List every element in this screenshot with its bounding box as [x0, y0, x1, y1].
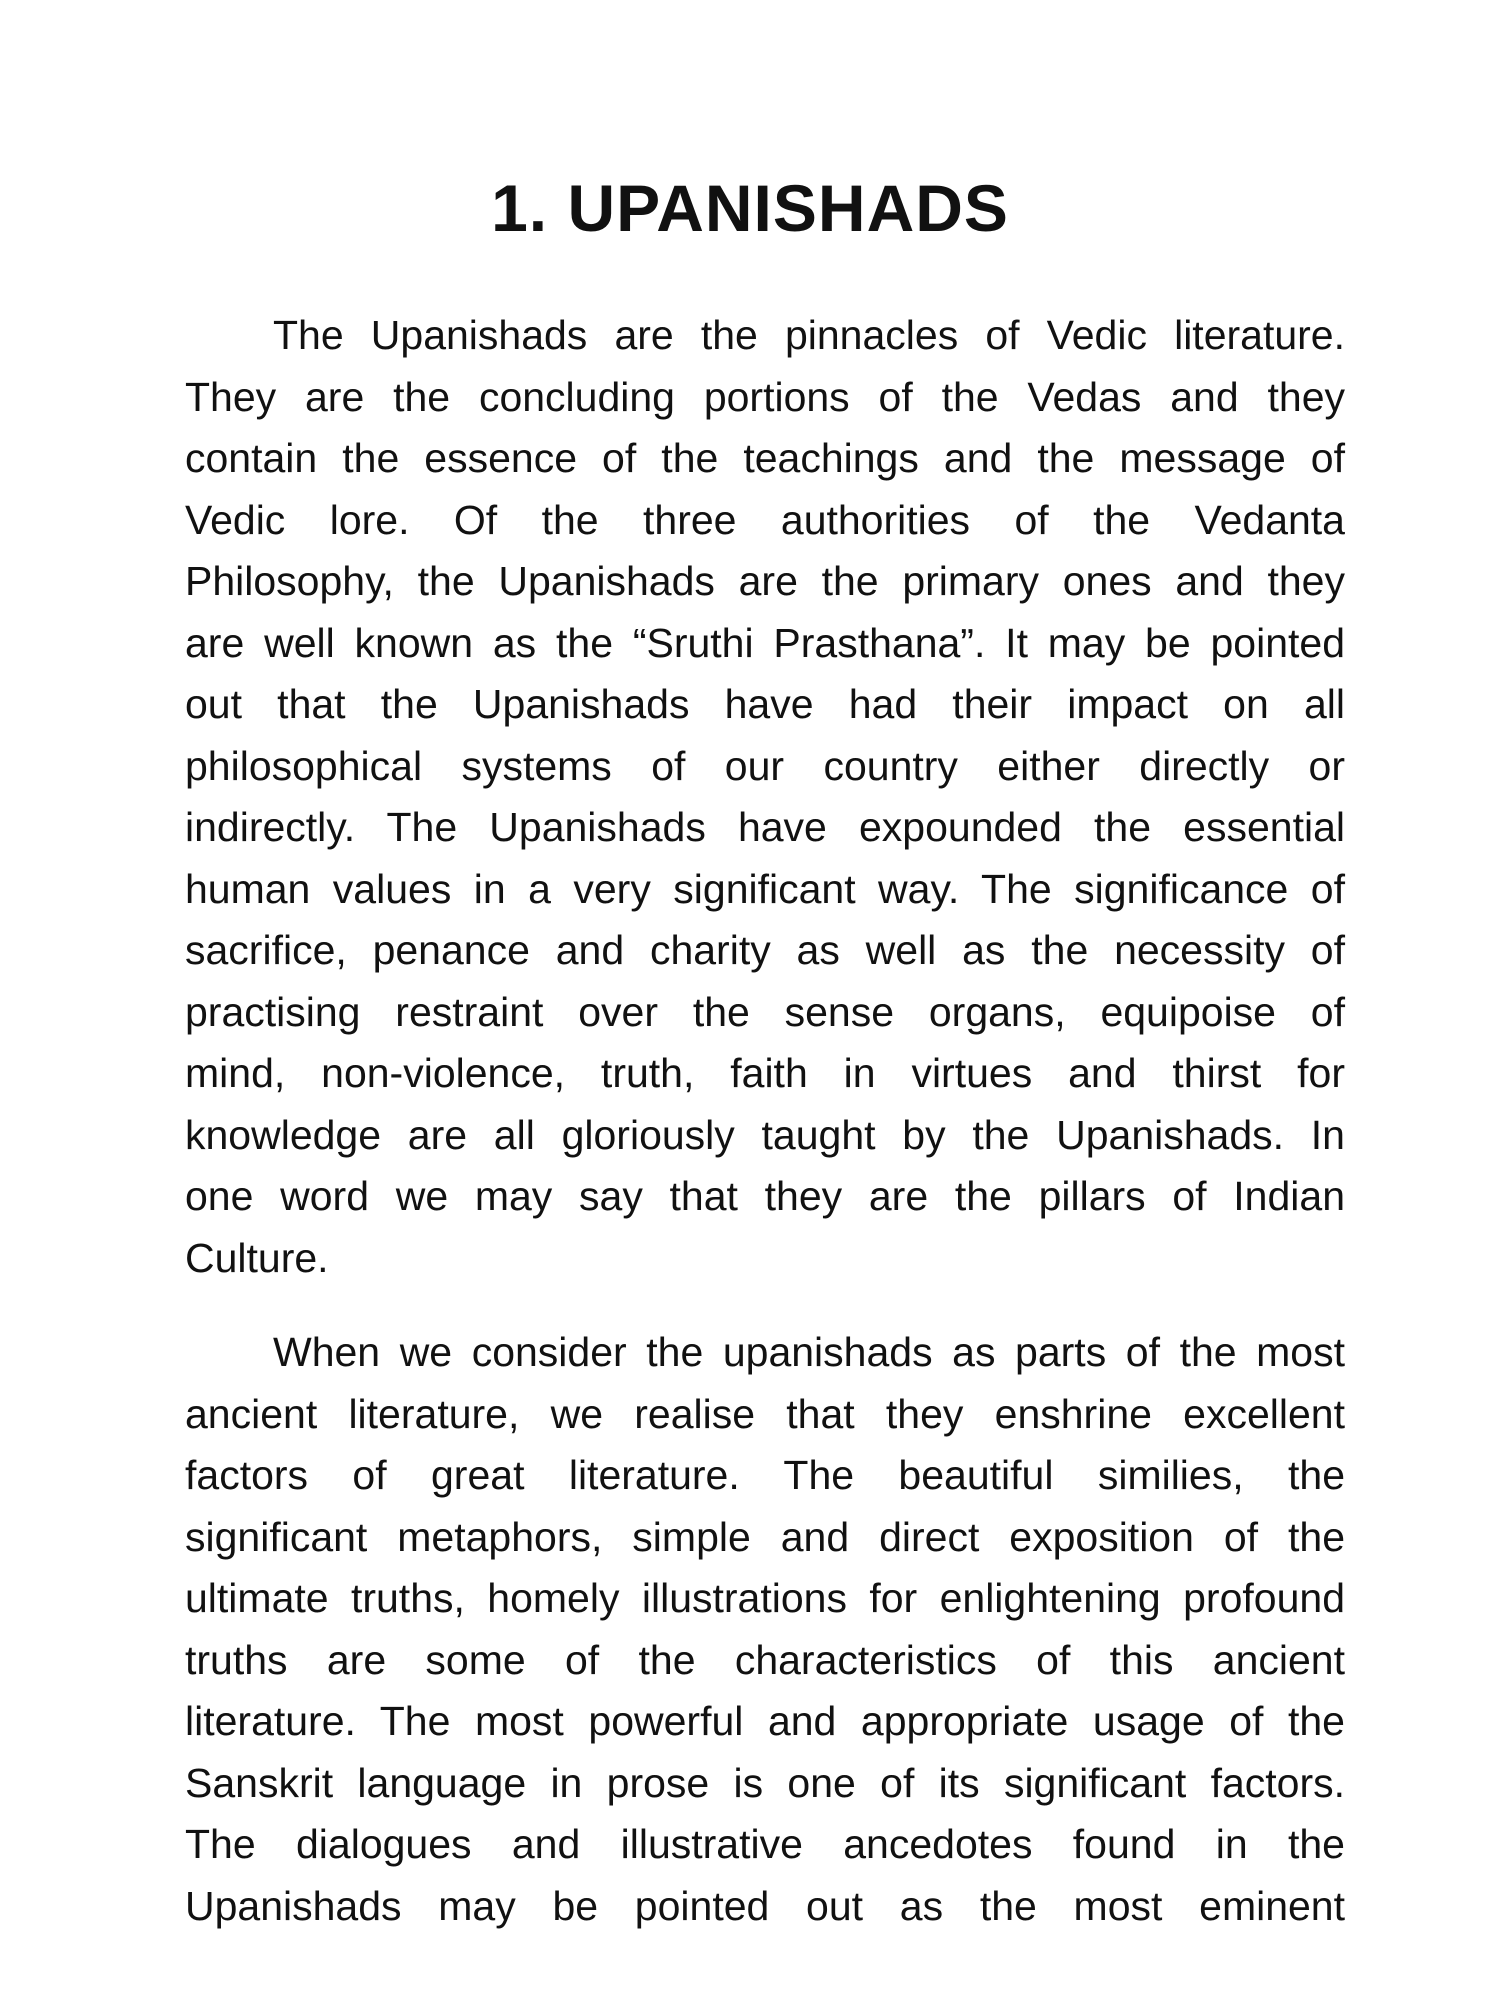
- text-line: indirectly. The Upanishads have expounded the essential: [185, 804, 1345, 850]
- text-line: Sanskrit language in prose is one of its significant factors.: [185, 1759, 1345, 1806]
- text-line: ancient literature, we realise that they enshrine excellent: [185, 1390, 1345, 1437]
- text-line: Culture.: [185, 1234, 329, 1281]
- text-line: The Upanishads are the pinnacles of Vedic literature.: [273, 312, 1345, 358]
- text-line: out that the Upanishads have had their impact on all: [185, 681, 1345, 727]
- text-line: Philosophy, the Upanishads are the primary ones and they: [185, 558, 1345, 604]
- text-line: The dialogues and illustrative ancedotes found in the: [185, 1821, 1345, 1867]
- text-line: truths are some of the characteristics of this ancient: [185, 1636, 1345, 1683]
- text-line: philosophical systems of our country either directly or: [185, 742, 1345, 789]
- text-line: ultimate truths, homely illustrations for enlightening profound: [185, 1575, 1345, 1621]
- text-line: significant metaphors, simple and direct exposition of the: [185, 1513, 1345, 1560]
- text-line: Upanishads may be pointed out as the most eminent: [185, 1882, 1345, 1929]
- text-line: contain the essence of the teachings and the message of: [185, 435, 1345, 481]
- paragraph-2: [185, 1322, 1345, 1937]
- text-line: human values in a very significant way. The significance of: [185, 865, 1345, 912]
- text-line: are well known as the “Sruthi Prasthana”. It may be pointed: [185, 619, 1345, 666]
- text-line: Vedic lore. Of the three authorities of the Vedanta: [185, 496, 1345, 543]
- text-line: practising restraint over the sense organs, equipoise of: [185, 988, 1345, 1035]
- text-line: sacrifice, penance and charity as well as the necessity of: [185, 927, 1345, 973]
- text-line: one word we may say that they are the pillars of Indian: [185, 1173, 1345, 1219]
- text-line: knowledge are all gloriously taught by the Upanishads. In: [185, 1111, 1345, 1158]
- text-line: literature. The most powerful and appropriate usage of the: [185, 1698, 1345, 1744]
- text-line: When we consider the upanishads as parts of the most: [273, 1329, 1345, 1375]
- text-line: They are the concluding portions of the Vedas and they: [185, 373, 1345, 420]
- text-line: factors of great literature. The beautiful similies, the: [185, 1452, 1345, 1498]
- chapter-title: 1. UPANISHADS: [491, 171, 1009, 245]
- paragraph-1: [185, 305, 1345, 1289]
- text-line: mind, non-violence, truth, faith in virtues and thirst for: [185, 1050, 1345, 1096]
